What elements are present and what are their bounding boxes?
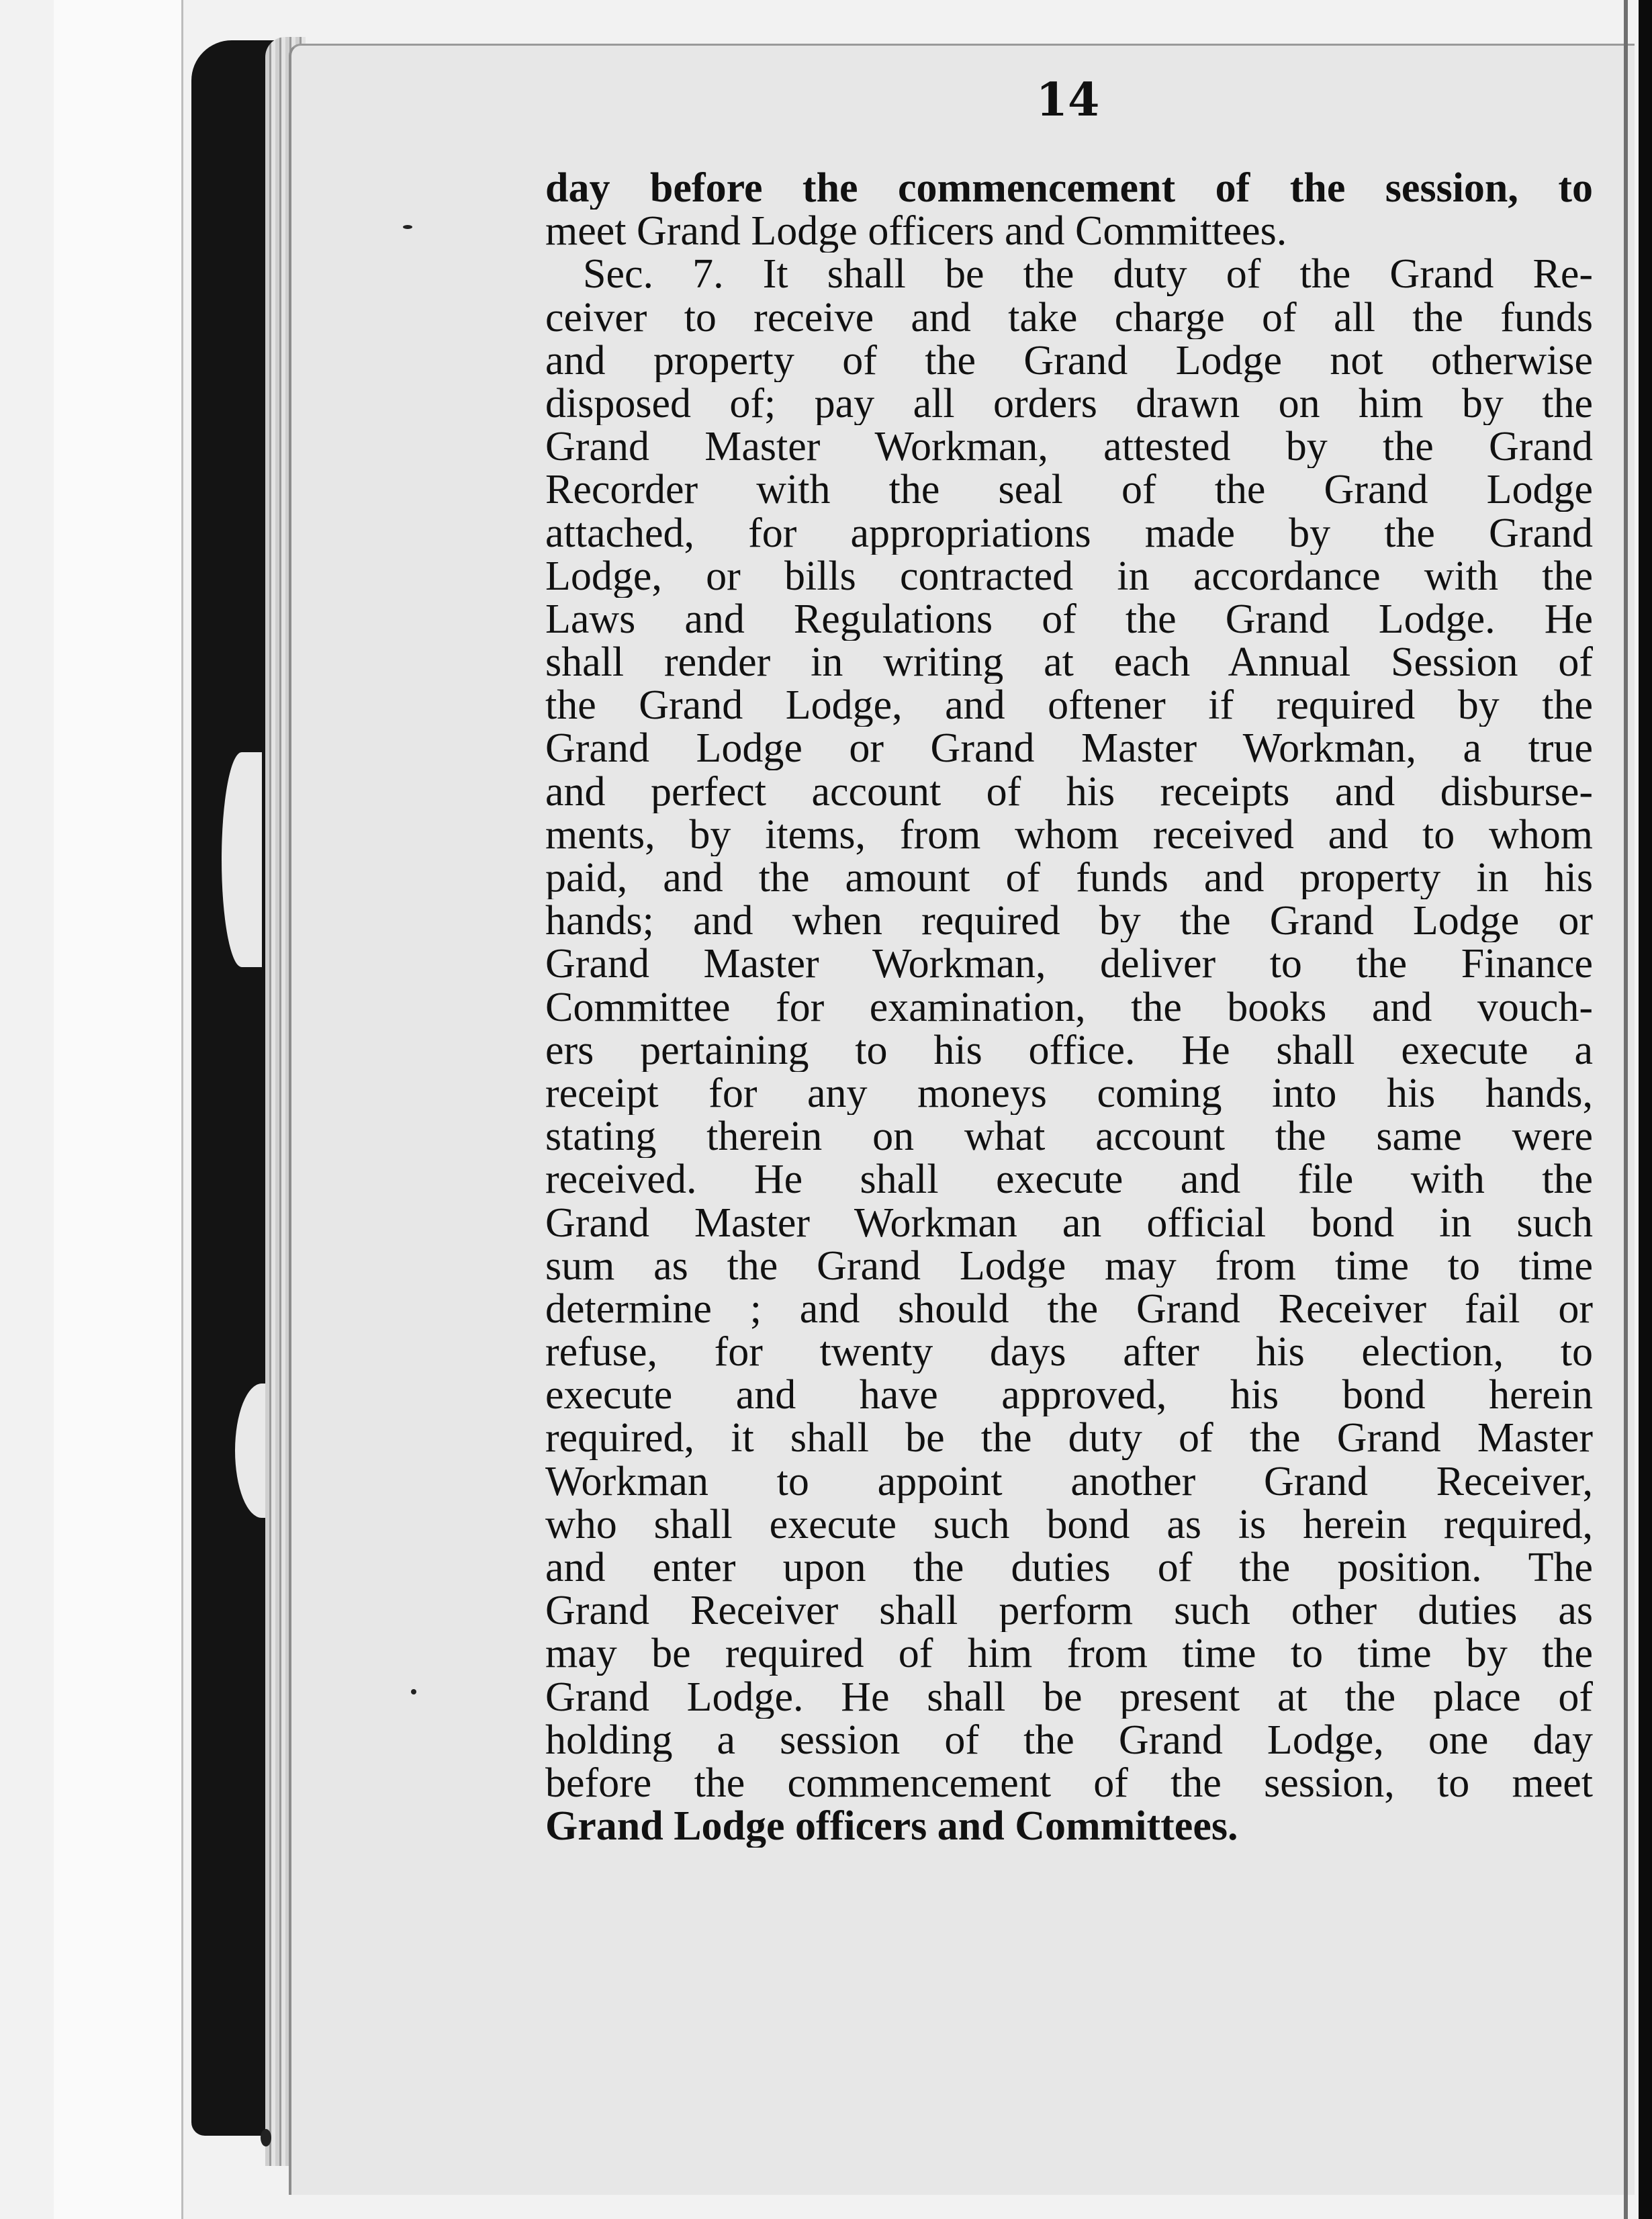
text-line: required, it shall be the duty of the Grand Master [545, 1416, 1593, 1460]
text-line: ments, by items, from whom received and to whom [545, 813, 1593, 856]
text-line: execute and have approved, his bond herein [545, 1373, 1593, 1417]
text-line: paid, and the amount of funds and property in his [545, 856, 1593, 900]
text-line: who shall execute such bond as is herein required, [545, 1502, 1593, 1546]
torn-edge-notch [222, 752, 262, 967]
text-line: shall render in writing at each Annual Session of [545, 641, 1593, 684]
text-line: Lodge, or bills contracted in accordance with the [545, 554, 1593, 598]
text-line: may be required of him from time to time by the [545, 1632, 1593, 1676]
left-margin-strip [54, 0, 183, 2219]
text-line: before the commencement of the session, to meet [545, 1761, 1593, 1805]
text-line: Committee for examination, the books and vouch- [545, 985, 1593, 1029]
text-line: Grand Lodge. He shall be present at the place of [545, 1675, 1593, 1719]
text-line: Recorder with the seal of the Grand Lodge [545, 468, 1593, 512]
text-line: day before the commencement of the session, to [545, 167, 1593, 210]
text-line: Grand Master Workman an official bond in such [545, 1201, 1593, 1244]
text-line: Laws and Regulations of the Grand Lodge. He [545, 597, 1593, 641]
text-line: hands; and when required by the Grand Lodge or [545, 899, 1593, 943]
text-line: Grand Master Workman, deliver to the Finance [545, 942, 1593, 986]
text-line: and perfect account of his receipts and disburse- [545, 770, 1593, 813]
text-line: sum as the Grand Lodge may from time to time [545, 1244, 1593, 1287]
text-line: Grand Lodge or Grand Master Workman, a true [545, 727, 1593, 770]
text-line: ers pertaining to his office. He shall execute a [545, 1028, 1593, 1072]
text-line: ceiver to receive and take charge of all the funds [545, 296, 1593, 339]
page-right-edge [1624, 0, 1628, 2219]
body-text [545, 167, 1593, 1848]
text-line: received. He shall execute and file with the [545, 1158, 1593, 1202]
text-line: Grand Master Workman, attested by the Grand [545, 425, 1593, 469]
text-line: attached, for appropriations made by the Grand [545, 511, 1593, 555]
text-line: Sec. 7. It shall be the duty of the Grand Re- [583, 253, 1593, 296]
text-line: refuse, for twenty days after his election, to [545, 1330, 1593, 1374]
text-line: determine ; and should the Grand Receiver fail or [545, 1287, 1593, 1331]
ink-speck [261, 2129, 271, 2146]
ink-speck [403, 225, 412, 229]
text-line: and enter upon the duties of the position. The [545, 1546, 1593, 1590]
text-line: stating therein on what account the same were [545, 1115, 1593, 1159]
text-line: Grand Lodge officers and Committees. [545, 1805, 1238, 1848]
text-line: meet Grand Lodge officers and Committees. [545, 210, 1287, 253]
text-line: disposed of; pay all orders drawn on him by the [545, 381, 1593, 426]
text-line: holding a session of the Grand Lodge, one day [545, 1718, 1593, 1762]
ink-speck [411, 1689, 416, 1694]
page-number: 14 [1036, 73, 1100, 127]
right-scan-frame [1639, 0, 1652, 2219]
text-line: Grand Receiver shall perform such other duties as [545, 1589, 1593, 1633]
text-line: and property of the Grand Lodge not otherwise [545, 338, 1593, 382]
text-line: the Grand Lodge, and oftener if required by the [545, 684, 1593, 727]
text-line: Workman to appoint another Grand Receiver, [545, 1459, 1593, 1503]
text-line: receipt for any moneys coming into his hands, [545, 1071, 1593, 1116]
